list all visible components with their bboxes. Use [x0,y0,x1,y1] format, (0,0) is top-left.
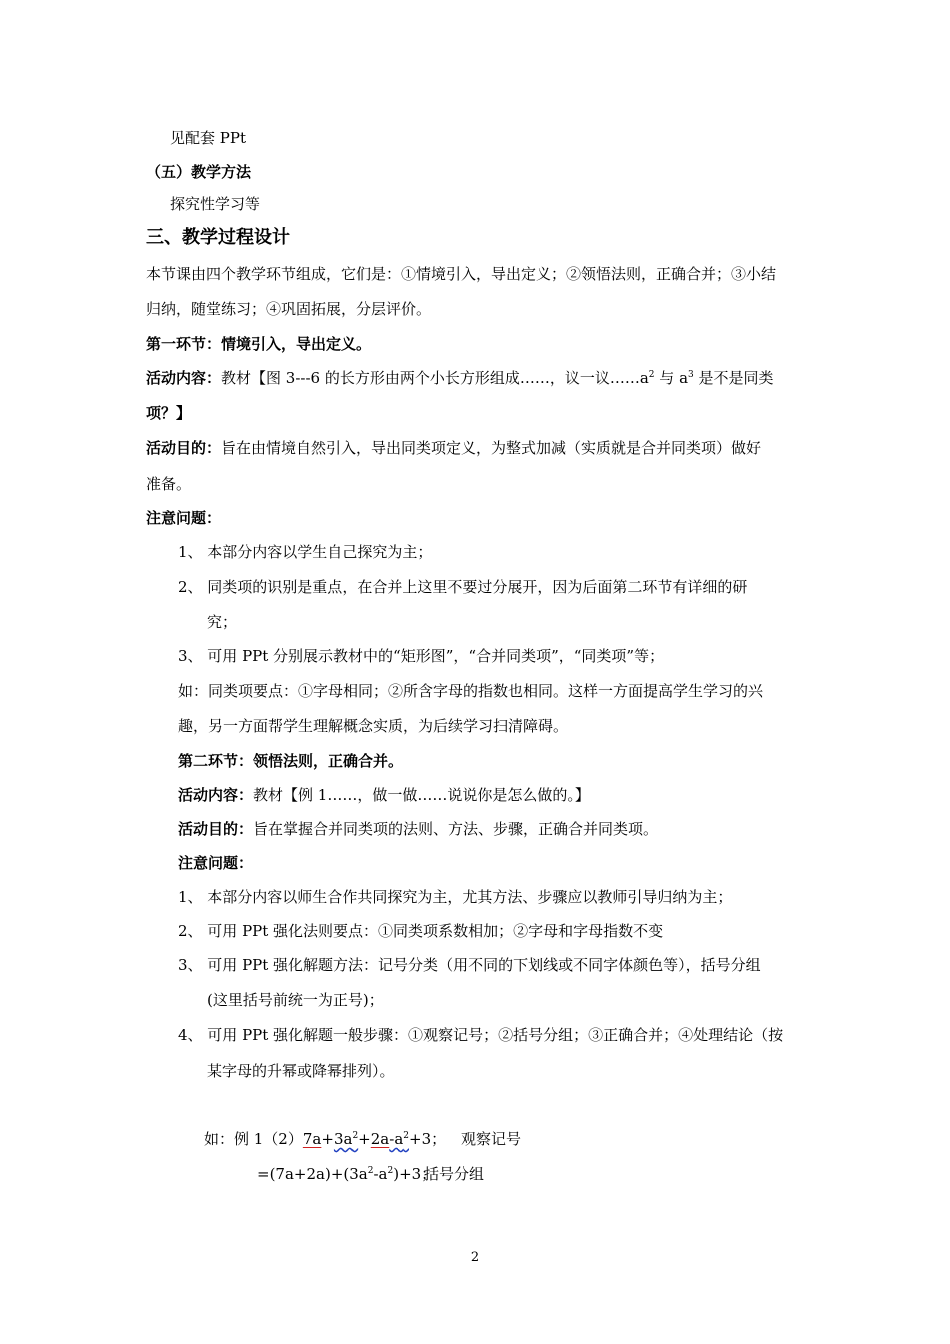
page-number: 2 [470,1250,480,1265]
term-2a: 2a [370,1130,390,1148]
superscript: 2 [387,1166,394,1176]
activity-content-2 [178,785,590,805]
superscript: 3 [688,370,694,380]
term-text: 3a [333,1130,353,1148]
paragraph-line: 项？】 [146,404,192,422]
example-note-1: 观察记号 [461,1130,522,1148]
paragraph-line: 趣，另一方面帮学生理解概念实质，为后续学习扫清障碍。 [178,717,569,735]
ppt-reference: 见配套 PPt [170,129,246,147]
paragraph-line: 准备。 [146,475,192,493]
superscript: 2 [403,1131,409,1141]
stage-heading-1: 第一环节：情境引入，导出定义。 [146,335,372,353]
term-7a: 7a [302,1130,322,1148]
example-note-2: 括号分组 [424,1165,485,1183]
superscript: 2 [367,1166,374,1176]
list-item-continuation: (这里括号前统一为正号)； [207,991,384,1009]
text: 教材【图 3---6 的长方形由两个小长方形组成……，议一议……a [221,369,649,387]
label: 活动内容： [146,369,222,387]
list-item: 1、 本部分内容以学生自己探究为主； [178,543,433,561]
superscript: 2 [352,1131,359,1141]
term-3a2 [334,1130,358,1148]
plus-sign: + [358,1130,371,1148]
plus-sign: + [321,1130,334,1148]
list-item: 2、 可用 PPt 强化法则要点：①同类项系数相加；②字母和字母指数不变 [178,922,664,940]
expr-text: )+3； [393,1165,437,1183]
activity-purpose-1 [146,438,761,458]
example-prefix: 如：例 1（2） [204,1130,303,1148]
term-constant: +3； [409,1130,447,1148]
text: 是不是同类 [693,369,774,387]
paragraph-line: 归纳，随堂练习；④巩固拓展，分层评价。 [146,300,432,318]
list-item: 2、 同类项的识别是重点，在合并上这里不要过分展开，因为后面第二环节有详细的研 [178,578,748,596]
section-heading-process-design: 三、教学过程设计 [146,227,290,248]
paragraph-line: 本节课由四个教学环节组成，它们是：①情境引入，导出定义；②领悟法则，正确合并；③小结 [146,265,777,283]
term-neg-a2 [389,1130,409,1148]
example-line-2 [257,1164,436,1184]
label: 活动目的： [178,820,254,838]
teaching-method-text: 探究性学习等 [170,195,261,213]
activity-content-1 [146,368,774,388]
text: 教材【例 1……，做一做……说说你是怎么做的。】 [253,786,590,804]
notes-heading-1: 注意问题： [146,509,222,527]
label: 活动内容： [178,786,254,804]
list-item-continuation: 某字母的升幂或降幂排列）。 [207,1062,395,1080]
activity-purpose-2 [178,819,658,839]
stage-heading-2: 第二环节：领悟法则，正确合并。 [178,752,404,770]
list-item: 4、 可用 PPt 强化解题一般步骤：①观察记号；②括号分组；③正确合并；④处理结论（按 [178,1026,784,1044]
text: 旨在掌握合并同类项的法则、方法、步骤，正确合并同类项。 [253,820,659,838]
list-item: 3、 可用 PPt 强化解题方法：记号分类（用不同的下划线或不同字体颜色等），括号分组 [178,956,761,974]
text: 与 a [654,369,689,387]
notes-heading-2: 注意问题： [178,854,254,872]
list-item: 3、 可用 PPt 分别展示教材中的“矩形图”，“合并同类项”，“同类项”等； [178,647,665,665]
section-heading-teaching-method: （五）教学方法 [146,163,252,181]
superscript: 2 [648,370,655,380]
term-text: -a [389,1130,404,1148]
text: 旨在由情境自然引入，导出同类项定义，为整式加减（实质就是合并同类项）做好 [221,439,762,457]
expr-text: -a [373,1165,388,1183]
expr-text: =(7a+2a)+(3a [257,1165,368,1183]
list-item-continuation: 究； [207,613,238,631]
paragraph-line: 如：同类项要点：①字母相同；②所含字母的指数也相同。这样一方面提高学生学习的兴 [178,682,764,700]
example-line-1 [204,1129,446,1149]
list-item: 1、 本部分内容以师生合作共同探究为主，尤其方法、步骤应以教师引导归纳为主； [178,888,733,906]
label: 活动目的： [146,439,222,457]
